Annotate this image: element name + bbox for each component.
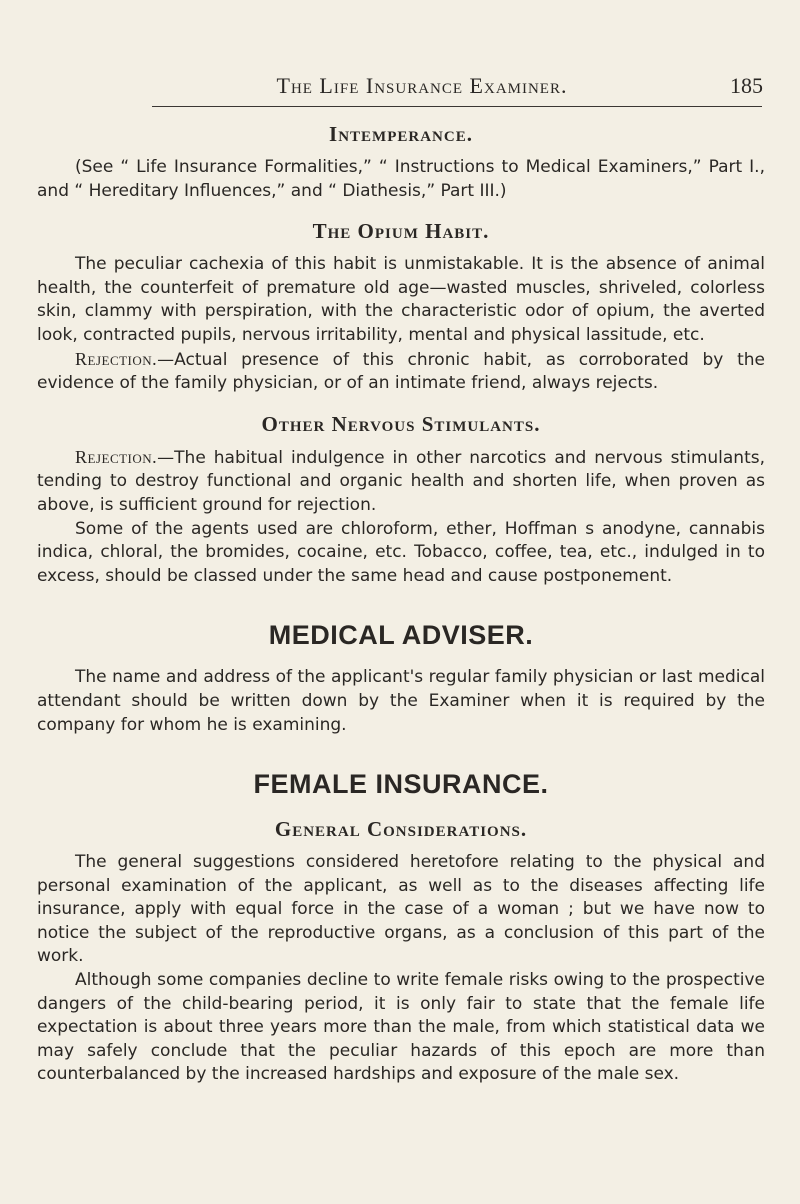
page-number: 185 <box>730 73 763 98</box>
heading-medical-adviser: MEDICAL ADVISER. <box>268 620 534 651</box>
stimulants-rejection-paragraph <box>37 446 765 518</box>
stimulants-agents-paragraph: Some of the agents used are chloroform, ether, Hoffman s anodyne, cannabis indica, chloral, the bromides, cocaine, etc. Tobacco, coffee, tea, etc., indulged in to excess, should be classed under the same head and cause postponement. <box>37 518 765 586</box>
heading-female-insurance: FEMALE INSURANCE. <box>253 769 549 800</box>
header-rule <box>152 106 762 107</box>
opium-paragraph: The peculiar cachexia of this habit is unmistakable. It is the absence of animal health, the counterfeit of premature old age—wasted muscles, shriveled, colorless skin, clammy with perspiration, with the characteristic odor of opium, the averted look, contracted pupils, nervous irritability, mental and physical lassitude, etc. <box>37 254 765 345</box>
intemperance-paragraph: (See “ Life Insurance Formalities,” “ Instructions to Medical Examiners,” Part I., and “ Hereditary Influences,” and “ Diathesis,” Part III.) <box>37 157 765 201</box>
female-insurance-paragraph-2: Although some companies decline to write female risks owing to the prospective dangers of the child-bearing period, it is only fair to state that the female life expectation is about three years more than the male, from which statistical data we may safely conclude that the peculiar hazards of this epoch are more than counterbalanced by the increased hardships and exposure of the male sex. <box>37 970 765 1085</box>
opium-rejection-paragraph <box>37 348 765 396</box>
running-title: The Life Insurance Examiner. <box>276 73 568 98</box>
heading-intemperance: Intemperance. <box>329 122 473 146</box>
rejection-label: Rejection. <box>75 348 158 369</box>
medical-adviser-paragraph: The name and address of the applicant's regular family physician or last medical attendant should be written down by the Examiner when it is required by the company for whom he is examining. <box>37 667 765 735</box>
heading-general-considerations: General Considerations. <box>274 817 528 842</box>
rejection-text: —Actual presence of this chronic habit, as corroborated by the evidence of the family physician, or of an intimate friend, always rejects. <box>37 349 765 394</box>
rejection-label: Rejection. <box>75 446 158 467</box>
rejection-text: —The habitual indulgence in other narcotics and nervous stimulants, tending to destroy functional and organic health and shorten life, when proven as above, is sufficient ground for rejection. <box>37 447 765 515</box>
heading-other-nervous-stimulants: Other Nervous Stimulants. <box>261 411 541 436</box>
heading-opium-habit: The Opium Habit. <box>312 219 490 244</box>
page-body <box>37 112 765 1087</box>
female-insurance-paragraph-1: The general suggestions considered heretofore relating to the physical and personal examination of the applicant, as well as to the diseases affecting life insurance, apply with equal force in the case of a woman ; but we have now to notice the subject of the reproductive organs, as a conclusion of this part of the work. <box>37 852 765 967</box>
